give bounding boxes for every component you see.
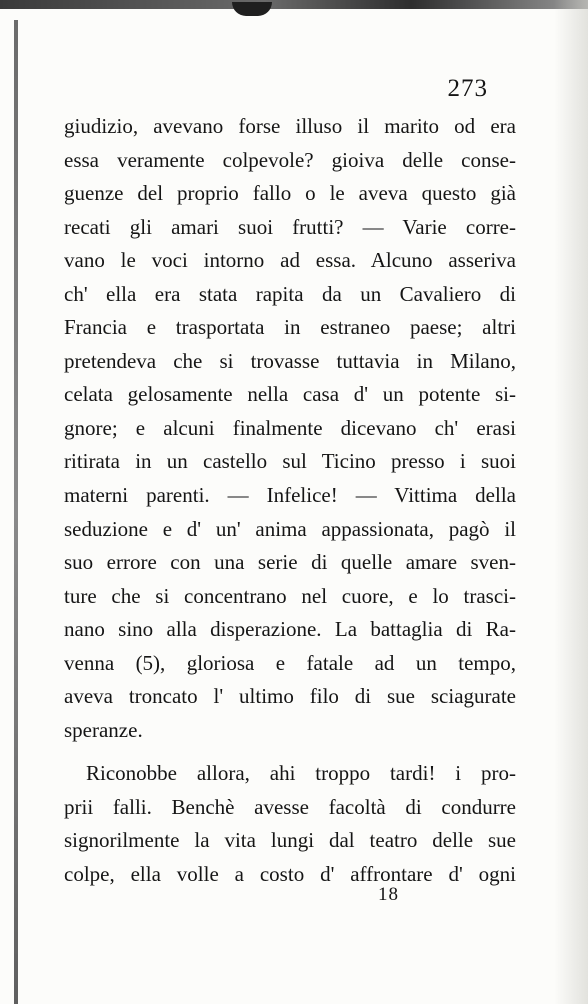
page-right-shadow xyxy=(554,0,588,1004)
text-line: Riconobbe allora, ahi troppo tardi! i pro- xyxy=(86,761,516,786)
text-line: recati gli amari suoi frutti? — Varie corre- xyxy=(64,214,516,239)
page-top-edge xyxy=(0,0,588,9)
signature-mark: 18 xyxy=(378,884,399,905)
page-left-edge xyxy=(14,20,18,1004)
text-line: essa veramente colpevole? gioiva delle conse- xyxy=(64,147,516,172)
paragraph-1 xyxy=(64,110,516,747)
binding-notch xyxy=(232,2,272,16)
text-line: colpe, ella volle a costo d' affrontare d' ogni xyxy=(64,862,516,887)
text-line: celata gelosamente nella casa d' un potente si- xyxy=(64,382,516,407)
text-line: speranze. xyxy=(64,717,143,742)
text-line: nano sino alla disperazione. La battaglia di Ra- xyxy=(64,617,516,642)
page-number: 273 xyxy=(447,75,488,102)
body-text xyxy=(64,110,516,892)
text-line: materni parenti. — Infelice! — Vittima della xyxy=(64,483,516,508)
text-line: ch' ella era stata rapita da un Cavaliero di xyxy=(64,281,516,306)
paragraph-gap xyxy=(64,747,516,757)
text-line: signorilmente la vita lungi dal teatro delle sue xyxy=(64,828,516,853)
text-line: seduzione e d' un' anima appassionata, pagò il xyxy=(64,516,516,541)
text-line: prii falli. Benchè avesse facoltà di condurre xyxy=(64,794,516,819)
text-line: pretendeva che si trovasse tuttavia in Milano, xyxy=(64,348,516,373)
text-line: gnore; e alcuni finalmente dicevano ch' erasi xyxy=(64,415,516,440)
text-line: Francia e trasportata in estraneo paese; altri xyxy=(64,315,516,340)
paragraph-2 xyxy=(64,757,516,891)
text-line: aveva troncato l' ultimo filo di sue sciagurate xyxy=(64,684,516,709)
text-line: venna (5), gloriosa e fatale ad un tempo, xyxy=(64,650,516,675)
text-line: ritirata in un castello sul Ticino presso i suoi xyxy=(64,449,516,474)
text-line: ture che si concentrano nel cuore, e lo trasci- xyxy=(64,583,516,608)
text-line: suo errore con una serie di quelle amare sven- xyxy=(64,550,516,575)
text-line: guenze del proprio fallo o le aveva questo già xyxy=(64,181,516,206)
text-line: vano le voci intorno ad essa. Alcuno asseriva xyxy=(64,248,516,273)
text-line: giudizio, avevano forse illuso il marito od era xyxy=(64,114,516,138)
